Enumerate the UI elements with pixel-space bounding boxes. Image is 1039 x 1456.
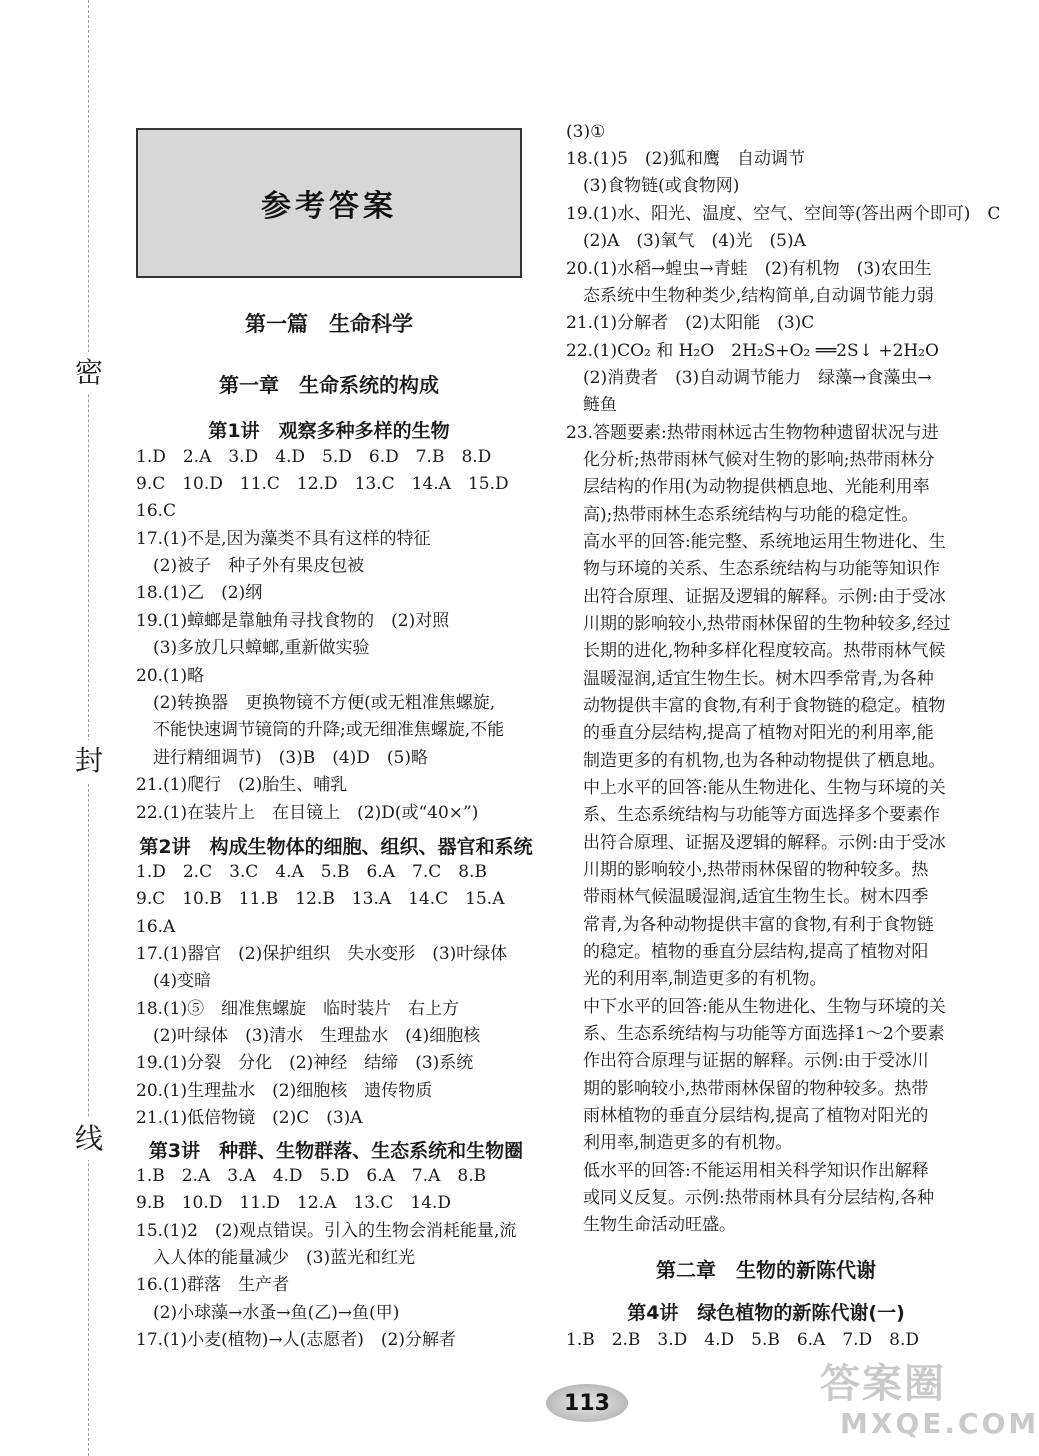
answer-line: 常青,为各种动物提供丰富的食物,有利于食物链 (566, 915, 934, 935)
answer-line: 川期的影响较小,热带雨林保留的生物种较多,经过 (566, 614, 951, 634)
answer-line: 态系统中生物种类少,结构简单,自动调节能力弱 (566, 286, 934, 306)
answer-line: 动物提供丰富的食物,有利于食物链的稳定。植物 (566, 696, 946, 716)
answer-line: 制造更多的有机物,也为各种动物提供了栖息地。 (566, 751, 946, 771)
watermark-text: 答案圈 (820, 1361, 946, 1407)
answer-line: 川期的影响较小,热带雨林保留的物种较多。热 (566, 860, 929, 880)
answer-line: (3)① (566, 122, 606, 142)
answer-line: 21.(1)爬行 (2)胎生、哺乳 (136, 775, 348, 795)
answer-line: 22.(1)在装片上 在目镜上 (2)D(或“40×”) (136, 803, 479, 823)
answer-line: 1.B 2.A 3.A 4.D 5.D 6.A 7.A 8.B (136, 1166, 487, 1186)
lecture-heading: 第4讲 绿色植物的新陈代谢(一) (627, 1302, 905, 1324)
answer-line: 19.(1)水、阳光、温度、空气、空间等(答出两个即可) C (566, 204, 1001, 224)
answer-line: 系、生态系统结构与功能等方面选择1～2个要素 (566, 1024, 945, 1044)
answer-line: (2)A (3)氧气 (4)光 (5)A (566, 231, 806, 251)
margin-label-seal: 封 (74, 740, 104, 782)
answer-line: 化分析;热带雨林气候对生物的影响;热带雨林分 (566, 450, 935, 470)
watermark-url: MXQE.COM (840, 1407, 1039, 1440)
answer-line: 19.(1)分裂 分化 (2)神经 结缔 (3)系统 (136, 1053, 474, 1073)
answer-line: 高水平的回答:能完整、系统地运用生物进化、生 (566, 532, 946, 552)
answer-line: 进行精细调节) (3)B (4)D (5)略 (136, 748, 428, 768)
answer-line: 9.C 10.B 11.B 12.B 13.A 14.C 15.A (136, 889, 505, 909)
answer-line: 系、生态系统结构与功能等方面选择多个要素作 (566, 805, 940, 825)
answer-line: (2)叶绿体 (3)清水 生理盐水 (4)细胞核 (136, 1026, 481, 1046)
lecture-heading: 第3讲 种群、生物群落、生态系统和生物圈 (148, 1140, 524, 1162)
margin-label-seal: 密 (74, 352, 104, 394)
answer-line: 出符合原理、证据及逻辑的解释。示例:由于受冰 (566, 833, 946, 853)
answer-line: 温暖湿润,适宜生物生长。树木四季常青,为各种 (566, 669, 934, 689)
answer-line: 9.B 10.D 11.D 12.A 13.C 14.D (136, 1193, 452, 1213)
margin-label-line: 线 (74, 1118, 104, 1160)
answer-line: 出符合原理、证据及逻辑的解释。示例:由于受冰 (566, 587, 946, 607)
answer-line: 21.(1)分解者 (2)太阳能 (3)C (566, 313, 815, 333)
title-banner (136, 128, 522, 278)
answer-line: 17.(1)不是,因为藻类不具有这样的特征 (136, 529, 431, 549)
answer-line: 光的利用率,制造更多的有机物。 (566, 969, 827, 989)
answer-line: 21.(1)低倍物镜 (2)C (3)A (136, 1108, 363, 1128)
part-heading: 第一篇 生命科学 (245, 312, 413, 336)
answer-line: (2)消费者 (3)自动调节能力 绿藻→食藻虫→ (566, 368, 932, 388)
answer-line: 生物生命活动旺盛。 (566, 1215, 736, 1235)
answer-line: 9.C 10.D 11.C 12.D 13.C 14.A 15.D (136, 474, 509, 494)
answer-line: 不能快速调节镜筒的升降;或无细准焦螺旋,不能 (136, 720, 505, 740)
page-number: 113 (564, 1390, 610, 1416)
answer-line: 22.(1)CO₂ 和 H₂O 2H₂S+O₂ ══2S↓ +2H₂O (566, 341, 939, 361)
lecture-heading: 第2讲 构成生物体的细胞、组织、器官和系统 (139, 836, 533, 858)
chapter-heading: 第二章 生物的新陈代谢 (656, 1258, 876, 1282)
answer-line: 中上水平的回答:能从生物进化、生物与环境的关 (566, 778, 946, 798)
answer-line: 雨林植物的垂直分层结构,提高了植物对阳光的 (566, 1106, 929, 1126)
answer-line: 17.(1)器官 (2)保护组织 失水变形 (3)叶绿体 (136, 944, 508, 964)
answer-line: 18.(1)5 (2)狐和鹰 自动调节 (566, 149, 806, 169)
answer-line: 1.B 2.B 3.D 4.D 5.B 6.A 7.D 8.D (566, 1330, 920, 1350)
answer-line: 23.答题要素:热带雨林远古生物物种遗留状况与进 (566, 423, 939, 443)
answer-line: 物与环境的关系、生态系统结构与功能等知识作 (566, 559, 940, 579)
answer-line: (4)变暗 (136, 971, 212, 991)
answer-line: (3)食物链(或食物网) (566, 176, 740, 196)
answer-line: (2)被子 种子外有果皮包被 (136, 556, 365, 576)
answer-line: 带雨林气候温暖湿润,适宜生物生长。树木四季 (566, 887, 929, 907)
answer-line: 18.(1)⑤ 细准焦螺旋 临时装片 右上方 (136, 999, 460, 1019)
binding-margin-line (88, 0, 89, 1456)
answer-line: 低水平的回答:不能运用相关科学知识作出解释 (566, 1161, 929, 1181)
answer-line: 20.(1)水稻→蝗虫→青蛙 (2)有机物 (3)农田生 (566, 259, 932, 279)
page-number-badge (546, 1384, 628, 1422)
answer-line: 20.(1)生理盐水 (2)细胞核 遗传物质 (136, 1081, 433, 1101)
answer-line: 期的影响较小,热带雨林保留的物种较多。热带 (566, 1079, 929, 1099)
answer-line: 1.D 2.A 3.D 4.D 5.D 6.D 7.B 8.D (136, 447, 492, 467)
answer-line: 鲢鱼 (566, 395, 617, 415)
lecture-heading: 第1讲 观察多种多样的生物 (208, 420, 450, 442)
answer-line: 1.D 2.C 3.C 4.A 5.B 6.A 7.C 8.B (136, 862, 487, 882)
answer-line: (2)小球藻→水蚤→鱼(乙)→鱼(甲) (136, 1303, 400, 1323)
answer-line: 中下水平的回答:能从生物进化、生物与环境的关 (566, 997, 946, 1017)
answer-line: 入人体的能量减少 (3)蓝光和红光 (136, 1248, 416, 1268)
page-title: 参考答案 (261, 189, 397, 224)
answer-line: (3)多放几只蟑螂,重新做实验 (136, 638, 370, 658)
watermark-logo (820, 1360, 1039, 1448)
answer-line: 长期的进化,物种多样化程度较高。热带雨林气候 (566, 641, 946, 661)
answer-line: 层结构的作用(为动物提供栖息地、光能利用率 (566, 477, 930, 497)
answer-line: 16.(1)群落 生产者 (136, 1275, 290, 1295)
answer-line: (2)转换器 更换物镜不方便(或无粗准焦螺旋, (136, 693, 496, 713)
answer-line: 利用率,制造更多的有机物。 (566, 1133, 793, 1153)
answer-line: 19.(1)蟑螂是靠触角寻找食物的 (2)对照 (136, 611, 450, 631)
answer-line: 或同义反复。示例:热带雨林具有分层结构,各种 (566, 1188, 935, 1208)
answer-line: 20.(1)略 (136, 666, 205, 686)
answer-line: 的垂直分层结构,提高了植物对阳光的利用率,能 (566, 723, 934, 743)
answer-line: 16.A (136, 917, 176, 937)
answer-line: 作出符合原理与证据的解释。示例:由于受冰川 (566, 1051, 929, 1071)
answer-line: 15.(1)2 (2)观点错误。引入的生物会消耗能量,流 (136, 1221, 517, 1241)
answer-line: 16.C (136, 501, 177, 521)
chapter-heading: 第一章 生命系统的构成 (219, 373, 439, 397)
answer-line: 高);热带雨林生态系统结构与功能的稳定性。 (566, 505, 919, 525)
answer-line: 17.(1)小麦(植物)→人(志愿者) (2)分解者 (136, 1330, 456, 1350)
answer-line: 的稳定。植物的垂直分层结构,提高了植物对阳 (566, 942, 929, 962)
answer-line: 18.(1)乙 (2)纲 (136, 583, 263, 603)
